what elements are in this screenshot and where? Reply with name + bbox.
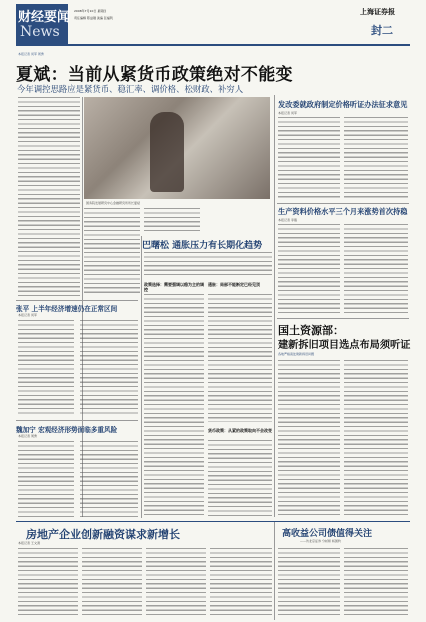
left-story-2-byline: 本报记者 周勇 xyxy=(18,434,37,438)
right-brand: 上海证券报 xyxy=(360,7,395,16)
left-story-1-byline: 本报记者 何军 xyxy=(18,313,37,317)
land-headline-line2: 建新拆旧项目选点布局须听证 xyxy=(278,340,411,351)
divider xyxy=(16,420,138,421)
lead-kicker: 本报记者 何军 周勇 xyxy=(18,52,44,56)
left-story-1-body-a xyxy=(18,320,74,416)
bottom-left-col3 xyxy=(146,548,206,618)
bottom-left-col4 xyxy=(210,548,272,618)
right-mid-byline: 本报记者 李雁 xyxy=(278,218,297,222)
right-mid-body-a xyxy=(278,224,340,314)
divider xyxy=(277,318,409,319)
land-body-b xyxy=(344,360,408,516)
masthead-rule xyxy=(16,44,410,46)
right-top-body-b xyxy=(344,117,408,199)
center-sub-3: 货币政策：从紧的政策取向不会改变 xyxy=(208,428,272,433)
land-subhead: 各地严格查处建新拆旧问题 xyxy=(278,352,315,356)
lead-headline: 夏斌：当前从紧货币政策绝对不能变 xyxy=(16,65,293,85)
lead-subhead: 今年调控思路应是紧货币、稳汇率、调价格、松财政、补穷人 xyxy=(17,84,244,94)
left-story-2-headline: 魏加宁 宏观经济形势面临多重风险 xyxy=(16,426,118,434)
right-mid-body-b xyxy=(344,224,408,314)
land-body-a xyxy=(278,360,340,516)
paper-name-en: News xyxy=(20,24,60,40)
bottom-left-col2 xyxy=(82,548,142,618)
center-body-col3 xyxy=(208,440,272,518)
left-story-1-body-b xyxy=(80,320,138,416)
lead-photo-caption: 国务院发展研究中心金融研究所所长夏斌 xyxy=(86,201,141,205)
center-headline: 巴曙松 通胀压力有长期化趋势 xyxy=(142,241,263,251)
bottom-right-headline: 高收益公司债值得关注 xyxy=(282,529,373,539)
bottom-right-col1 xyxy=(278,548,340,618)
left-story-1-headline: 张平 上半年经济增速仍在正常区间 xyxy=(16,305,118,313)
lead-body-col1 xyxy=(18,97,80,297)
section-label: 封二 xyxy=(371,24,393,37)
editor-line: 责任编辑 陈益刚 美编 张福利 xyxy=(74,16,113,20)
divider xyxy=(274,522,275,620)
bottom-rule xyxy=(16,521,410,522)
right-top-headline: 发改委就政府制定价格听证办法征求意见 xyxy=(278,100,408,109)
divider xyxy=(141,236,142,518)
divider xyxy=(16,300,138,301)
bottom-left-byline: 本报记者 王文清 xyxy=(18,541,40,545)
lead-photo-figure xyxy=(150,112,184,192)
land-headline-line1: 国土资源部： xyxy=(278,324,344,337)
center-body-col1 xyxy=(144,294,204,518)
masthead xyxy=(0,0,426,44)
bottom-left-headline: 房地产企业创新融资谋求新增长 xyxy=(26,528,180,541)
bottom-right-col2 xyxy=(344,548,408,618)
paper-name: 财经要闻 xyxy=(18,10,71,25)
right-top-byline: 本报记者 何军 xyxy=(278,111,297,115)
right-top-body-a xyxy=(278,117,340,199)
left-story-2-body-a xyxy=(18,441,74,517)
bottom-left-col1 xyxy=(18,548,78,618)
divider xyxy=(274,95,275,517)
center-body-col2 xyxy=(208,294,272,422)
center-sub-2: 通胀：局部不能断定已经见顶 xyxy=(208,282,260,287)
left-story-2-body-b xyxy=(80,441,138,517)
bottom-right-subhead: ——访北京证券 分析师 杨国钧 xyxy=(300,539,341,543)
date-line: 2008年7月10日 星期四 xyxy=(74,9,107,13)
center-intro xyxy=(144,252,272,276)
lead-body-col2 xyxy=(84,208,140,296)
lead-body-col3 xyxy=(144,208,200,234)
center-sub-1: 政策选择：需要强调以稳为主的调控 xyxy=(144,282,204,292)
divider xyxy=(277,203,409,204)
right-mid-headline: 生产资料价格水平三个月来涨势首次持稳 xyxy=(278,207,408,216)
